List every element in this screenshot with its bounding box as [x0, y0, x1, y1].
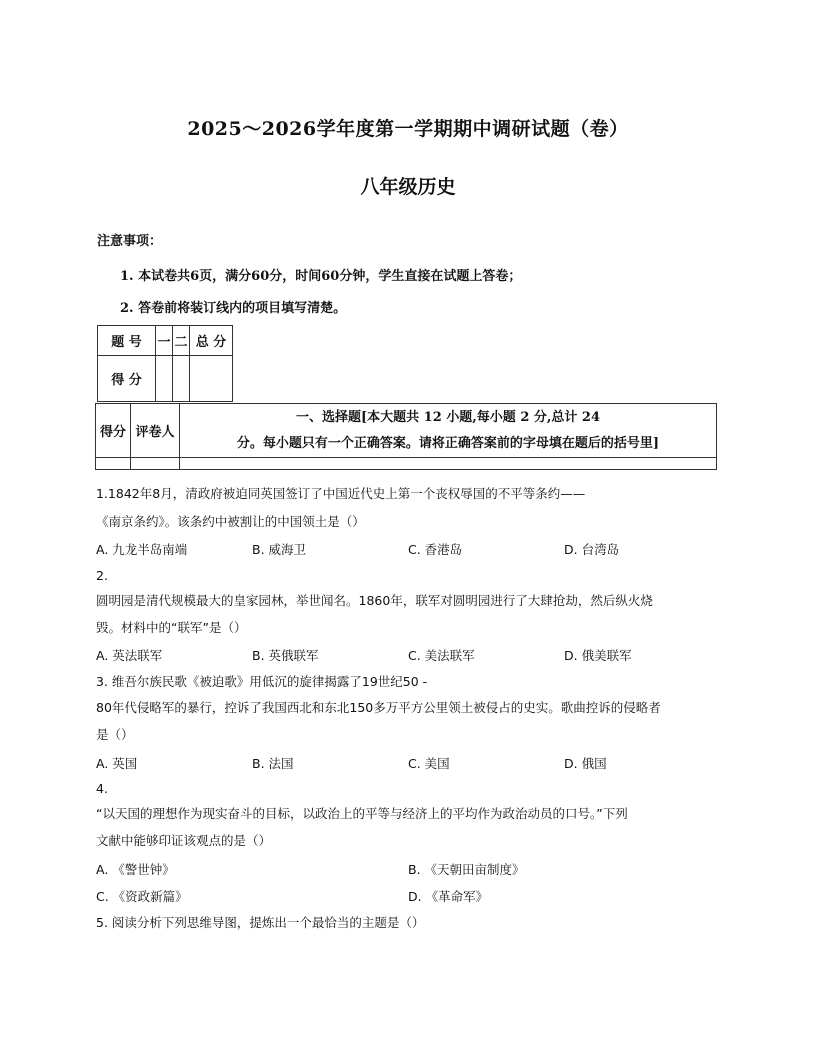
question-line: 毁。材料中的“联军”是（） [96, 620, 247, 635]
question-line: 5. 阅读分析下列思维导图，提炼出一个最恰当的主题是（） [96, 915, 425, 930]
score-table-header: 一 [156, 326, 173, 356]
section-grader-cell[interactable] [131, 458, 180, 470]
score-table-label: 得 分 [98, 356, 156, 402]
option-d[interactable]: D. 俄国 [564, 756, 607, 771]
option-d[interactable]: D. 《革命军》 [408, 889, 489, 904]
option-a[interactable]: A. 《警世钟》 [96, 862, 175, 877]
score-table-header: 二 [173, 326, 190, 356]
score-cell[interactable] [190, 356, 233, 402]
score-cell[interactable] [173, 356, 190, 402]
section-blank-cell [180, 458, 717, 470]
section-header-table [95, 403, 717, 470]
option-c[interactable]: C. 美法联军 [408, 648, 475, 663]
option-b[interactable]: B. 法国 [252, 756, 294, 771]
option-b[interactable]: B. 威海卫 [252, 542, 307, 557]
score-cell[interactable] [156, 356, 173, 402]
option-c[interactable]: C. 《资政新篇》 [96, 889, 188, 904]
section-title-line: 分。每小题只有一个正确答案。请将正确答案前的字母填在题后的括号里] [236, 435, 660, 451]
notice-item: 2. 答卷前将装订线内的项目填写清楚。 [120, 301, 347, 316]
option-b[interactable]: B. 英俄联军 [252, 648, 319, 663]
section-title-line: 一、选择题[本大题共 12 小题,每小题 2 分,总计 24 [295, 409, 601, 425]
option-d[interactable]: D. 台湾岛 [564, 542, 620, 557]
notice-heading: 注意事项： [97, 234, 163, 249]
option-a[interactable]: A. 英法联军 [96, 648, 163, 663]
score-table-header: 题 号 [98, 326, 156, 356]
question-line: “以天国的理想作为现实奋斗的目标，以政治上的平等与经济上的平均作为政治动员的口号。”下列 [96, 806, 628, 821]
section-grader-label: 评卷人 [131, 404, 180, 458]
section-score-label: 得分 [96, 404, 131, 458]
question-line: 1.1842年8月，清政府被迫同英国签订了中国近代史上第一个丧权辱国的不平等条约—— [96, 486, 586, 501]
option-c[interactable]: C. 美国 [408, 756, 450, 771]
question-line: 圆明园是清代规模最大的皇家园林，举世闻名。1860年，联军对圆明园进行了大肆抢劫，然后纵火烧 [96, 593, 653, 608]
exam-title: 2025～2026学年度第一学期期中调研试题（卷） [187, 118, 629, 140]
section-title [180, 404, 717, 458]
question-line: 4. [96, 781, 108, 796]
section-score-cell[interactable] [96, 458, 131, 470]
option-a[interactable]: A. 九龙半岛南端 [96, 542, 188, 557]
option-d[interactable]: D. 俄美联军 [564, 648, 632, 663]
question-line: 是（） [96, 727, 134, 742]
option-c[interactable]: C. 香港岛 [408, 542, 463, 557]
question-line: 2. [96, 568, 108, 583]
notice-item: 1. 本试卷共6页，满分60分，时间60分钟，学生直接在试题上答卷； [120, 269, 522, 284]
question-line: 文献中能够印证该观点的是（） [96, 833, 272, 848]
question-line: 80年代侵略军的暴行，控诉了我国西北和东北150多万平方公里领土被侵占的史实。歌曲控诉的侵略者 [96, 700, 661, 715]
score-table [97, 325, 233, 402]
question-line: 3. 维吾尔族民歌《被迫歌》用低沉的旋律揭露了19世纪50 - [96, 674, 428, 689]
score-table-header: 总 分 [190, 326, 233, 356]
option-a[interactable]: A. 英国 [96, 756, 138, 771]
question-line: 《南京条约》。该条约中被割让的中国领土是（） [96, 514, 365, 529]
exam-subtitle: 八年级历史 [360, 176, 456, 198]
option-b[interactable]: B. 《天朝田亩制度》 [408, 862, 525, 877]
